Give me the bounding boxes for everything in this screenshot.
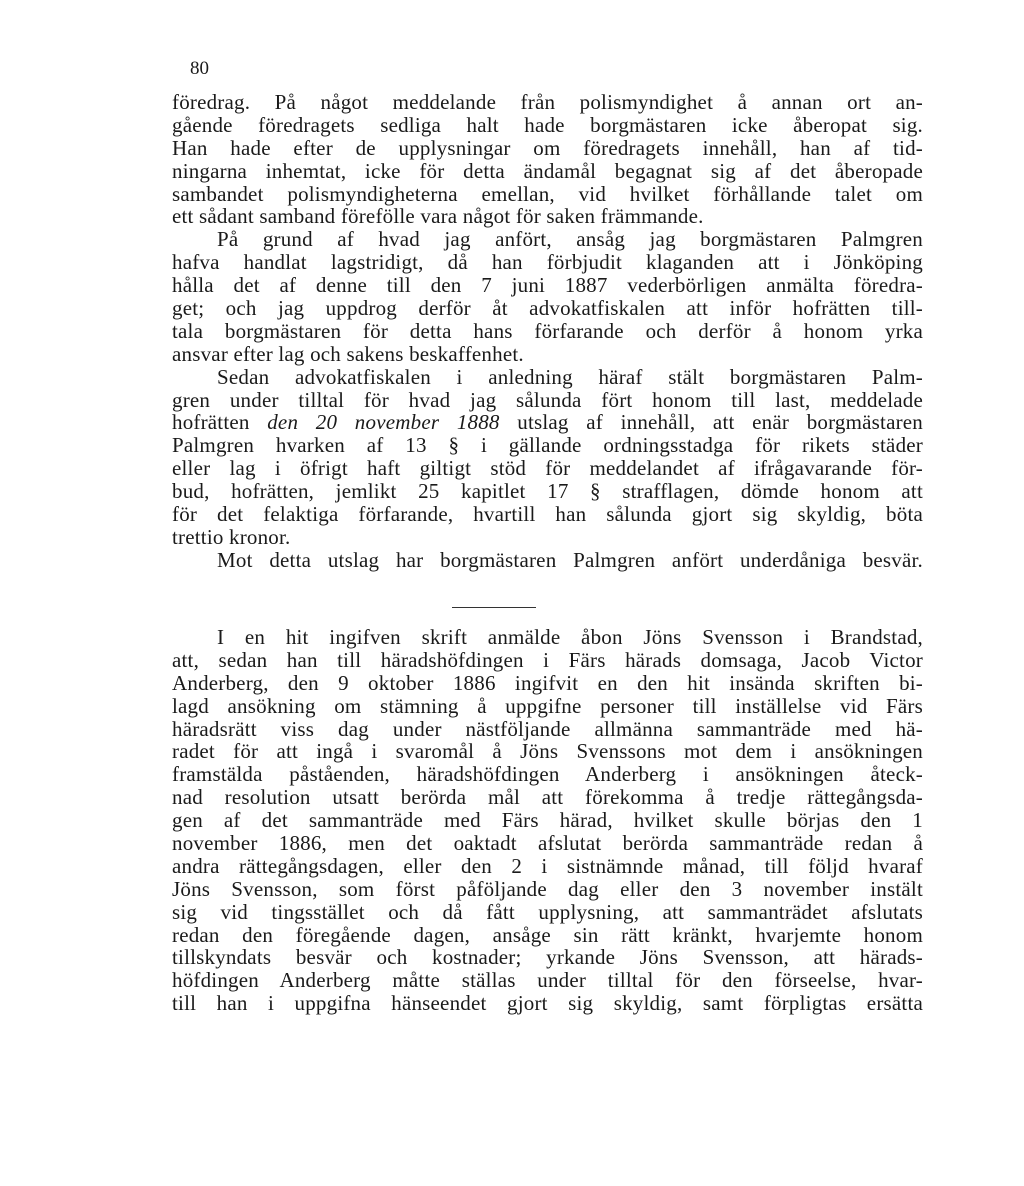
text-line: hafva handlat lagstridigt, då han förbjudit klaganden att i Jönköping bbox=[172, 250, 923, 275]
page-number: 80 bbox=[190, 58, 209, 79]
text-line: bud, hofrätten, jemlikt 25 kapitlet 17 § strafflagen, dömde honom att bbox=[172, 479, 923, 504]
text-line: att, sedan han till häradshöfdingen i Färs härads domsaga, Jacob Victor bbox=[172, 647, 923, 672]
text-line: framstälda påståenden, häradshöfdingen Anderberg i ansökningen åteck- bbox=[172, 762, 923, 787]
text-block-palmgren-case bbox=[172, 91, 923, 572]
text-line: ningarna inhemtat, icke för detta ändamål begagnat sig af det åberopade bbox=[172, 158, 923, 183]
text-line: föredrag. På något meddelande från polismyndighet å annan ort an- bbox=[172, 90, 923, 114]
text-line: gående föredragets sedliga halt hade borgmästaren icke åberopat sig. bbox=[172, 112, 923, 137]
text-line: redan den föregående dagen, ansåge sin rätt kränkt, hvarjemte honom bbox=[172, 922, 923, 947]
text-line: Mot detta utslag har borgmästaren Palmgren anfört underdåniga besvär. bbox=[217, 547, 923, 572]
text-line: lagd ansökning om stämning å uppgifne personer till inställelse vid Färs bbox=[172, 693, 923, 718]
verdict-date-italic: den 20 november 1888 bbox=[267, 410, 500, 435]
text-line: Palmgren hvarken af 13 § i gällande ordningsstadga för rikets städer bbox=[172, 433, 923, 458]
text-line-with-date bbox=[172, 411, 923, 434]
text-line: Anderberg, den 9 oktober 1886 ingifvit en den hit insända skriften bi- bbox=[172, 670, 923, 695]
text-line: för det felaktiga förfarande, hvartill han sålunda gjort sig skyldig, böta bbox=[172, 502, 923, 527]
text-block-svensson-complaint bbox=[172, 626, 923, 1015]
text-line: höfdingen Anderberg måtte ställas under tilltal för den förseelse, hvar- bbox=[172, 968, 923, 993]
text-line: Sedan advokatfiskalen i anledning häraf stält borgmästaren Palm- bbox=[217, 364, 923, 389]
text-line: till han i uppgifna hänseendet gjort sig skyldig, samt förpligtas ersätta bbox=[172, 991, 923, 1016]
text-line: get; och jag uppdrog derför åt advokatfiskalen att inför hofrätten till- bbox=[172, 296, 923, 321]
text-line: hålla det af denne till den 7 juni 1887 vederbörligen anmälta föredra- bbox=[172, 273, 923, 298]
text-line: I en hit ingifven skrift anmälde åbon Jöns Svensson i Brandstad, bbox=[217, 625, 923, 649]
text-line: Han hade efter de upplysningar om föredragets innehåll, han af tid- bbox=[172, 135, 923, 160]
text-line: gren under tilltal för hvad jag sålunda fört honom till last, meddelade bbox=[172, 387, 923, 412]
text-line: ett sådant samband förefölle vara något för saken främmande. bbox=[172, 204, 704, 229]
text-segment: utslag af innehåll, att enär borgmästaren bbox=[499, 410, 924, 435]
text-line: november 1886, men det oaktadt afslutat berörda sammanträde redan å bbox=[172, 831, 923, 856]
text-line: eller lag i öfrigt haft giltigt stöd för meddelandet af ifrågavarande för- bbox=[172, 456, 923, 481]
text-line: tala borgmästaren för detta hans förfarande och derför å honom yrka bbox=[172, 318, 923, 343]
text-line: häradsrätt viss dag under nästföljande allmänna sammanträde med hä- bbox=[172, 716, 923, 741]
text-line: nad resolution utsatt berörda mål att förekomma å tredje rättegångsda- bbox=[172, 785, 923, 810]
section-divider bbox=[452, 607, 536, 608]
text-line: sambandet polismyndigheterna emellan, vid hvilket förhållande talet om bbox=[172, 181, 923, 206]
text-line: trettio kronor. bbox=[172, 524, 291, 549]
text-line: ansvar efter lag och sakens beskaffenhet. bbox=[172, 341, 524, 366]
text-segment: hofrätten bbox=[172, 410, 268, 435]
text-line: radet för att ingå i svaromål å Jöns Svenssons mot dem i ansökningen bbox=[172, 739, 923, 764]
text-line: gen af det sammanträde med Färs härad, hvilket skulle börjas den 1 bbox=[172, 808, 923, 833]
text-line: Jöns Svensson, som först påföljande dag eller den 3 november instält bbox=[172, 876, 923, 901]
text-line: andra rättegångsdagen, eller den 2 i sistnämnde månad, till följd hvaraf bbox=[172, 853, 923, 878]
text-line: sig vid tingsstället och då fått upplysning, att sammanträdet afslutats bbox=[172, 899, 923, 924]
text-line: På grund af hvad jag anfört, ansåg jag borgmästaren Palmgren bbox=[217, 227, 923, 252]
text-line: tillskyndats besvär och kostnader; yrkande Jöns Svensson, att härads- bbox=[172, 945, 923, 970]
